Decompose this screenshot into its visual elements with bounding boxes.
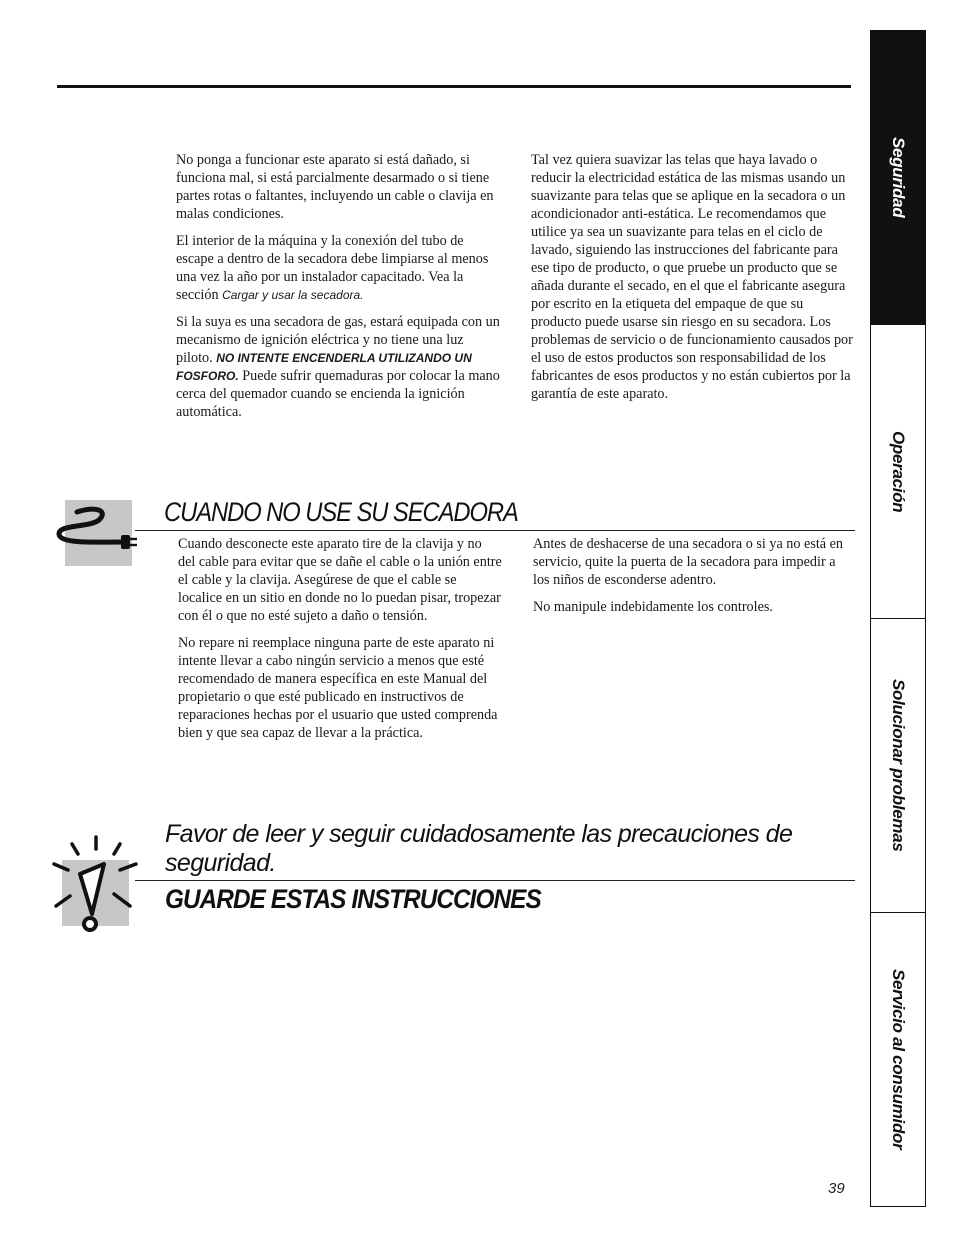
gas-text-2: Puede sufrir quemaduras por colocar la mano cerca del quemador cuando se encienda la ignición automática. bbox=[176, 368, 500, 420]
section-column-right bbox=[533, 535, 855, 625]
column-top-left bbox=[176, 151, 502, 430]
column-top-right bbox=[531, 151, 853, 412]
paragraph-disposal: Antes de deshacerse de una secadora o si ya no está en servicio, quite la puerta de la secadora para impedir a los niños de esconderse adentro. bbox=[533, 536, 844, 588]
favor-rule bbox=[135, 880, 855, 881]
tab-operacion[interactable] bbox=[870, 324, 926, 619]
section-rule bbox=[135, 530, 855, 531]
ref-period: . bbox=[360, 288, 364, 302]
paragraph-damaged: No ponga a funcionar este aparato si está dañado, si funciona mal, si está parcialmente desarmado o si tiene partes rotas o faltantes, incluyendo un cable o clavija en malas condiciones. bbox=[176, 152, 494, 222]
tab-servicio-label: Servicio al consumidor bbox=[889, 969, 908, 1150]
guarde-heading: GUARDE ESTAS INSTRUCCIONES bbox=[165, 884, 541, 914]
paragraph-cleaning bbox=[176, 232, 502, 304]
top-rule bbox=[57, 85, 851, 88]
cleaning-text: El interior de la máquina y la conexión del tubo de escape a dentro de la secadora debe limpiarse al menos una vez la año por un instalador capacitado. Vea la sección bbox=[176, 233, 489, 303]
gas-warning: NO INTENTE ENCENDERLA UTILIZANDO UN FOSFORO. bbox=[176, 351, 472, 383]
exclamation-icon bbox=[48, 834, 158, 934]
paragraph-unplug: Cuando desconecte este aparato tire de la clavija y no del cable para evitar que se dañe el cable o la unión entre el cable y la clavija. Asegúrese de que el cable se localice en un sitio en donde no lo puedan pisar, tropezar con él o que no esté sujeto a daño o tensión. bbox=[178, 536, 502, 624]
paragraph-softener: Tal vez quiera suavizar las telas que haya lavado o reducir la electricidad estática de las mismas usando un suavizante para telas que se aplique en la secadora o un acondicionador anti-estática. Le recomendamos que utilice ya sea un suavizante para telas en el ciclo de lavado, siguiendo las instrucciones del fabricante para ese tipo de producto, o que pruebe un producto que se añada durante el secado, en el que el fabricante asegura por escrito en la etiqueta del empaque de que su producto puede usarse sin riesgo en su secadora. Los problemas de servicio o de funcionamiento causados por el uso de estos productos son responsabilidad de los fabricantes de esos productos y no están cubiertos por la garantía de este aparato. bbox=[531, 152, 853, 402]
section-title: CUANDO NO USE SU SECADORA bbox=[164, 497, 518, 527]
ref-cargar-link[interactable]: Cargar y usar la secadora bbox=[222, 288, 361, 302]
favor-heading: Favor de leer y seguir cuidadosamente las precauciones de seguridad. bbox=[165, 820, 793, 877]
tab-solucionar-label: Solucionar problemas bbox=[889, 679, 908, 852]
tab-solucionar-problemas[interactable] bbox=[870, 618, 926, 913]
plug-icon bbox=[65, 500, 132, 566]
tab-servicio-al-consumidor[interactable] bbox=[870, 912, 926, 1207]
plug-cord-icon bbox=[55, 500, 155, 570]
paragraph-controls: No manipule indebidamente los controles. bbox=[533, 599, 773, 615]
page-number: 39 bbox=[828, 1180, 845, 1197]
side-tabs bbox=[870, 30, 926, 1207]
gas-text-1: Si la suya es una secadora de gas, estará equipada con un mecanismo de ignición eléctrica y no tiene una luz piloto. bbox=[176, 314, 500, 366]
paragraph-repair: No repare ni reemplace ninguna parte de este aparato ni intente llevar a cabo ningún servicio a menos que esté recomendado de manera específica en este Manual del propietario o que esté publicado en instructivos de reparaciones hechas por el usuario que usted comprenda bien y que sea capaz de llevar a la práctica. bbox=[178, 635, 498, 741]
tab-operacion-label: Operación bbox=[889, 430, 908, 513]
tab-seguridad[interactable] bbox=[870, 30, 926, 325]
tab-seguridad-label: Seguridad bbox=[889, 137, 908, 218]
warning-icon bbox=[62, 860, 129, 926]
paragraph-gas bbox=[176, 313, 502, 421]
section-column-left bbox=[178, 535, 502, 751]
